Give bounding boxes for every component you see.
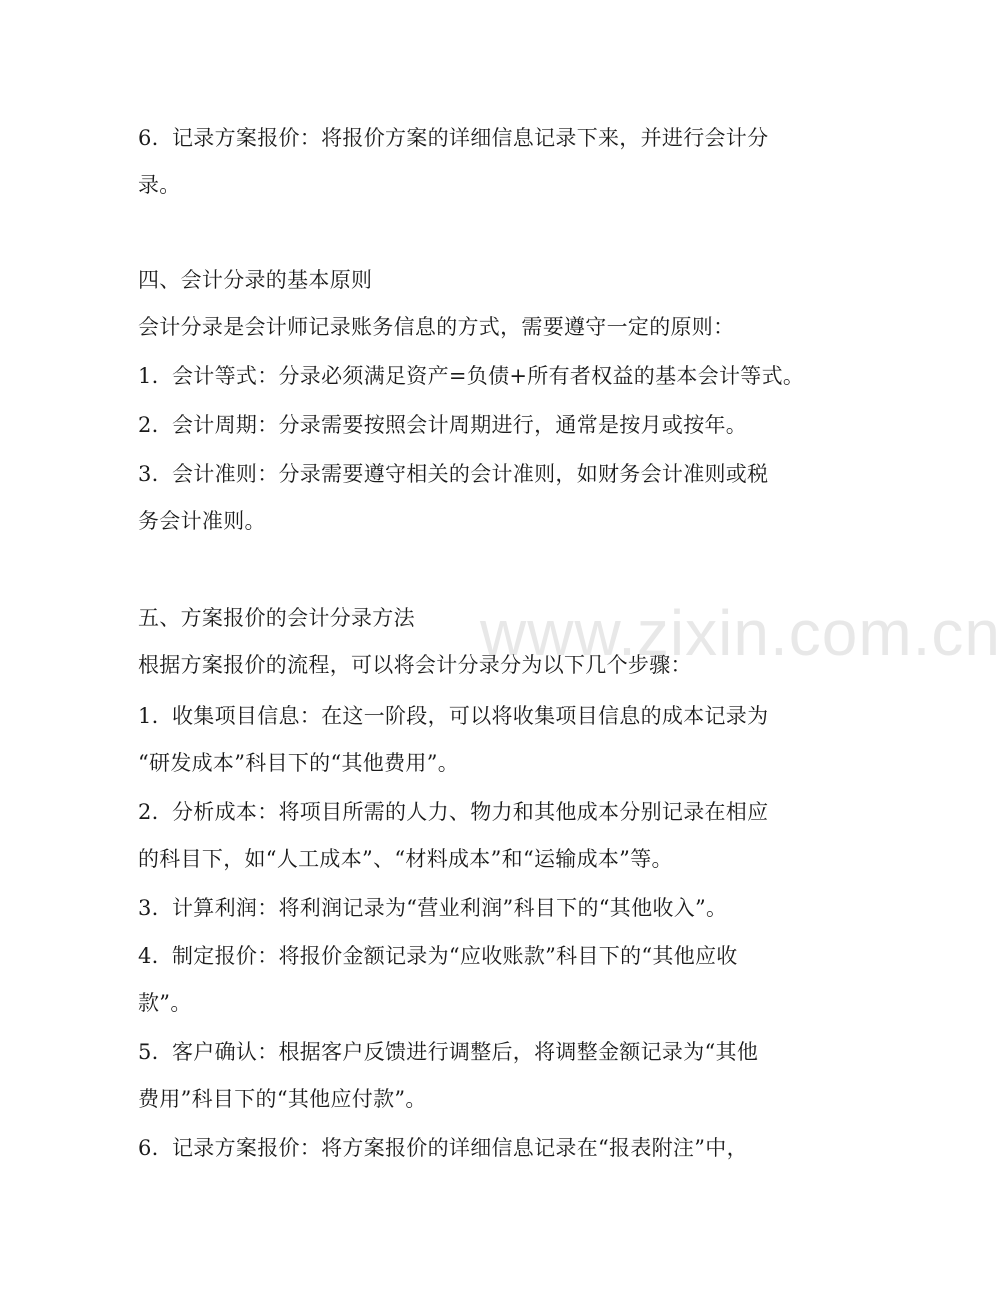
item-continuation: 款”。 <box>138 991 192 1015</box>
list-item <box>138 123 798 153</box>
item-text: 会计周期：分录需要按照会计周期进行，通常是按月或按年。 <box>172 413 748 437</box>
item-continuation: 费用”科目下的“其他应付款”。 <box>138 1087 427 1111</box>
item-number: 2. <box>138 800 159 824</box>
item-number: 5. <box>138 1040 159 1064</box>
item-text: 分析成本：将项目所需的人力、物力和其他成本分别记录在相应 <box>172 800 769 824</box>
list-item <box>138 361 805 391</box>
list-item <box>138 941 798 971</box>
item-number: 1. <box>138 704 159 728</box>
list-item <box>138 797 798 827</box>
item-text: 会计准则：分录需要遵守相关的会计准则，如财务会计准则或税 <box>172 462 769 486</box>
item-continuation: 务会计准则。 <box>138 509 266 533</box>
item-text: 收集项目信息：在这一阶段，可以将收集项目信息的成本记录为 <box>172 704 769 728</box>
paragraph: 会计分录是会计师记录账务信息的方式，需要遵守一定的原则： <box>138 315 735 339</box>
item-text: 会计等式：分录必须满足资产=负债+所有者权益的基本会计等式。 <box>172 364 805 388</box>
item-number: 3. <box>138 462 159 486</box>
list-item <box>138 410 798 440</box>
list-item <box>138 1037 798 1067</box>
item-number: 1. <box>138 364 159 388</box>
item-continuation: 录。 <box>138 173 181 197</box>
item-number: 4. <box>138 944 159 968</box>
item-number: 6. <box>138 1136 159 1160</box>
paragraph: 根据方案报价的流程，可以将会计分录分为以下几个步骤： <box>138 653 692 677</box>
list-item <box>138 893 798 923</box>
item-text: 记录方案报价：将方案报价的详细信息记录在“报表附注”中， <box>172 1136 748 1160</box>
list-item <box>138 459 798 489</box>
list-item <box>138 701 798 731</box>
item-text: 制定报价：将报价金额记录为“应收账款”科目下的“其他应收 <box>172 944 738 968</box>
item-number: 3. <box>138 896 159 920</box>
item-text: 记录方案报价：将报价方案的详细信息记录下来，并进行会计分 <box>172 126 769 150</box>
item-number: 6. <box>138 126 159 150</box>
item-continuation: 的科目下，如“人工成本”、“材料成本”和“运输成本”等。 <box>138 847 673 871</box>
item-text: 计算利润：将利润记录为“营业利润”科目下的“其他收入”。 <box>172 896 728 920</box>
section-heading: 四、会计分录的基本原则 <box>138 268 373 292</box>
list-item <box>138 1133 798 1163</box>
item-continuation: “研发成本”科目下的“其他费用”。 <box>138 751 460 775</box>
section-heading: 五、方案报价的会计分录方法 <box>138 606 415 630</box>
item-number: 2. <box>138 413 159 437</box>
item-text: 客户确认：根据客户反馈进行调整后，将调整金额记录为“其他 <box>172 1040 759 1064</box>
watermark: www.zixin.com.cn <box>480 597 1001 669</box>
